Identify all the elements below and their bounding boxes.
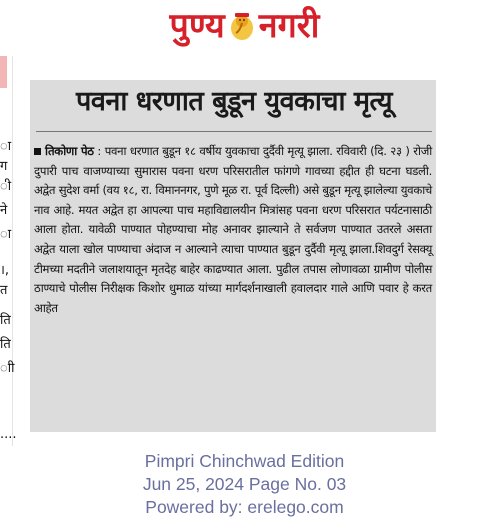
adjacent-fragment: ा [0,227,12,242]
edition-date-page: Jun 25, 2024 Page No. 03 [142,474,347,494]
edition-name: Pimpri Chinchwad Edition [144,451,345,471]
adjacent-color-mark [0,56,7,88]
masthead [0,0,489,52]
adjacent-fragment: ति [0,313,11,328]
headline-divider [36,131,432,132]
logo-text-left: पुण्य [169,6,225,46]
adjacent-fragment: ति [0,337,11,352]
article-body-text: : पवना धरणात बुडून १८ वर्षीय युवकाचा दुर्दैवी मृत्यू झाला. रविवारी (दि. २३ ) रोजी दुपारी पाच वाजण्याच्या सुमारास पवना धरण परिसरातील फांगणे गावच्या हद्दीत ही घटना घडली. अद्वेत सुदेश वर्मा (वय १८, रा. विमाननगर, पुणे मूळ रा. पूर्व दिल्ली) असे बुडून मृत्यू झालेल्या युवकाचे नाव आहे. मयत अद्वेत हा आपल्या पाच महाविद्यालयीन मित्रांसह पवना धरण परिसरात पर्यटनासाठी आला होता. यावेळी पाण्यात पोहण्याचा मोह अनावर झाल्याने ते सर्वजण पाण्यात उतरले असता अद्वेत याला खोल पाण्याचा अंदाज न आल्याने त्याचा पाण्यात बुडून दुर्दैवी मृत्यू झाला.शिवदुर्ग रेसक्यू टीमच्या मदतीने जलाशयातून मृतदेह बाहेर काढण्यात आला. पुढील तपास लोणावळा ग्रामीण पोलीस ठाण्याचे पोलीस निरीक्षक किशोर धुमाळ यांच्या मार्गदर्शनाखाली हवालदार गाले आणि पवार हे करत आहेत [34,144,433,315]
adjacent-fragment: ाी [0,361,15,376]
adjacent-fragment: ा [0,139,12,154]
logo-text-right: नगरी [258,6,320,46]
ganesha-emblem-icon [229,11,255,41]
adjacent-fragment: त [0,283,8,298]
article-dateline: तिकोणा पेठ [45,144,94,158]
adjacent-fragment: ी [0,179,12,194]
article-headline: पवना धरणात बुडून युवकाचा मृत्यू [76,86,392,117]
adjacent-fragment: ने [0,203,8,218]
edition-footer [0,450,489,519]
bullet-square-icon [34,148,41,155]
powered-by-link[interactable]: Powered by: erelego.com [145,497,344,517]
article-body [34,142,432,318]
adjacent-fragment: ।, [0,263,10,278]
newspaper-logo[interactable] [169,6,320,46]
adjacent-article-strip [0,56,17,446]
adjacent-fragment: .... [0,427,17,442]
adjacent-fragment: ग [0,159,8,174]
